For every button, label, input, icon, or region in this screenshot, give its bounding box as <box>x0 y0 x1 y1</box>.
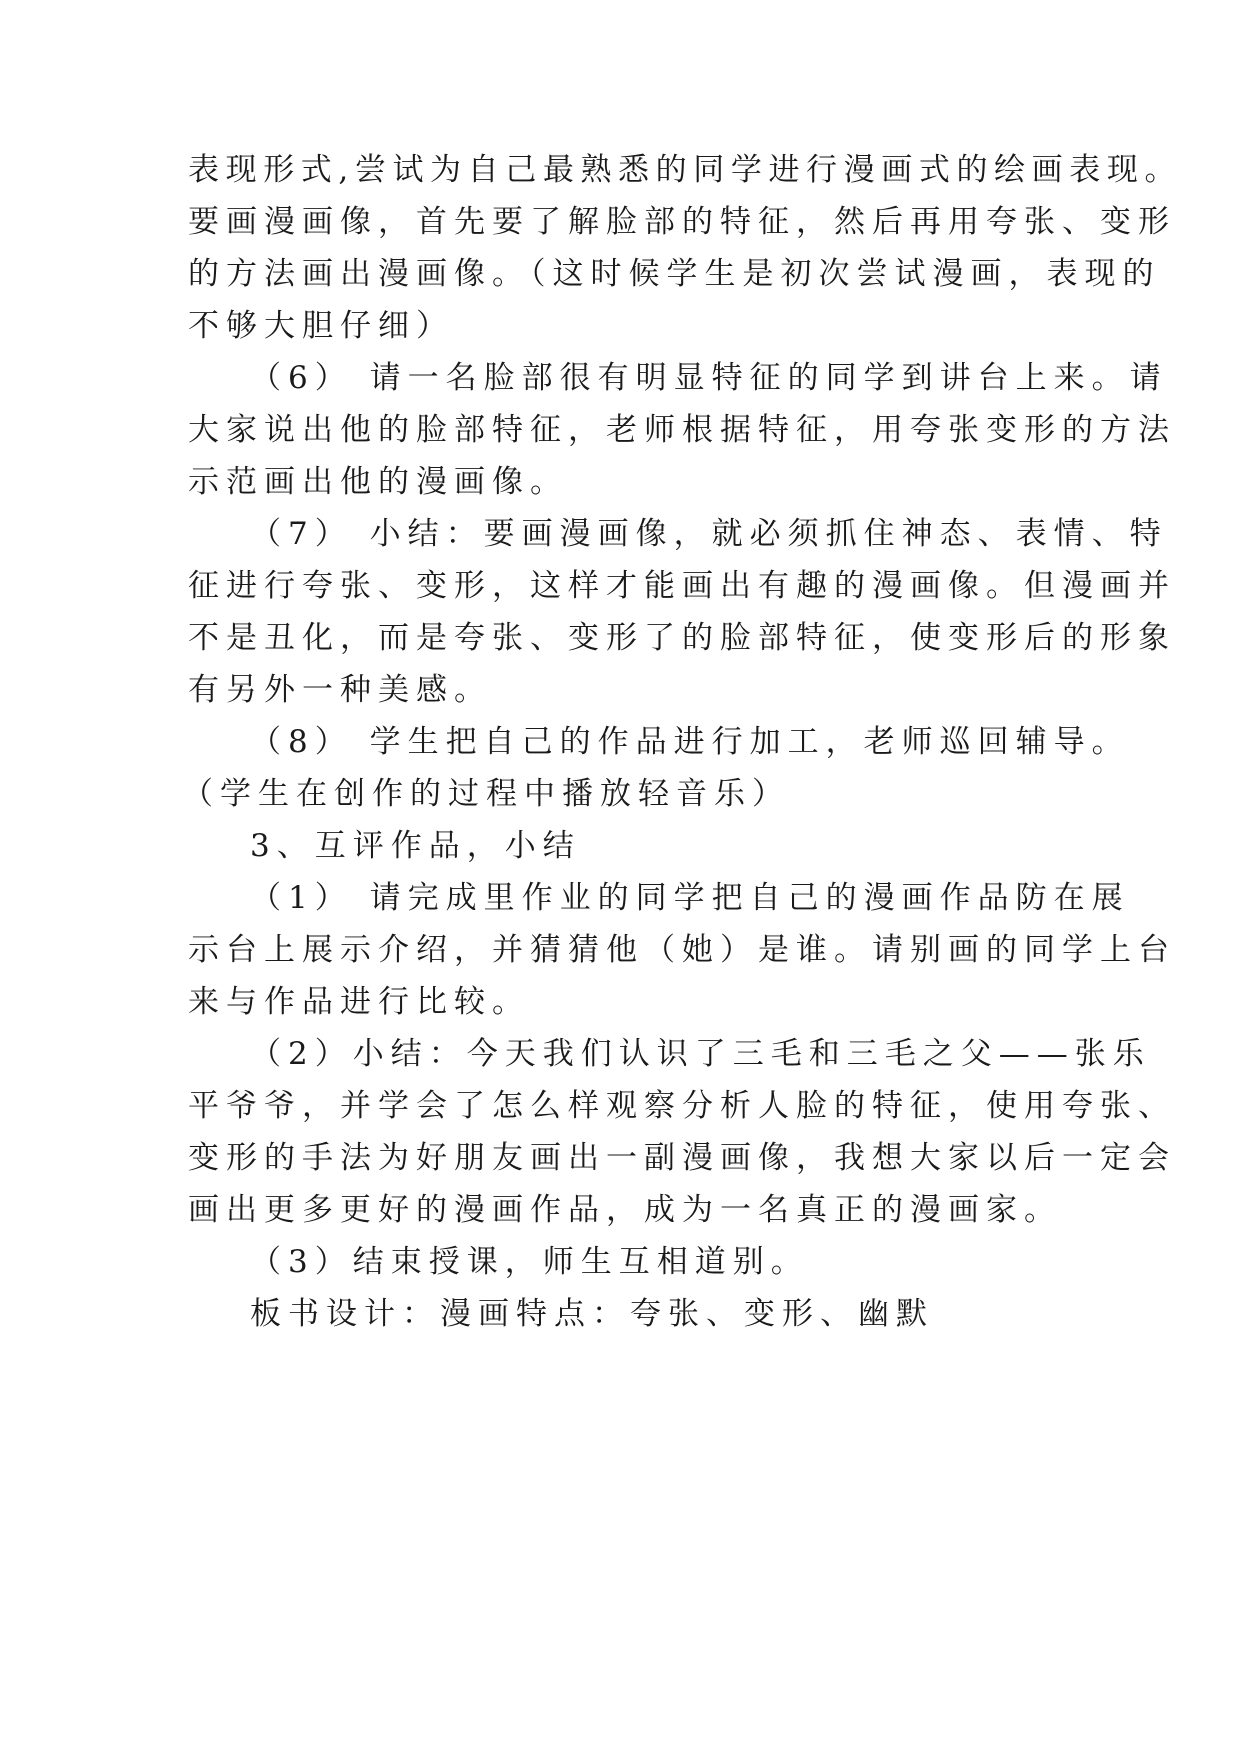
text-line: 示台上展示介绍，并猜猜他（她）是谁。请别画的同学上台 <box>188 932 1176 968</box>
text-line: （3）结束授课，师生互相道别。 <box>250 1244 809 1280</box>
text-line: 不是丑化，而是夸张、变形了的脸部特征，使变形后的形象 <box>188 620 1176 656</box>
text-line: 大家说出他的脸部特征，老师根据特征，用夸张变形的方法 <box>188 412 1176 448</box>
text-line: 画出更多更好的漫画作品，成为一名真正的漫画家。 <box>188 1192 1062 1228</box>
text-line: 示范画出他的漫画像。 <box>188 464 568 500</box>
text-line: 不够大胆仔细） <box>188 308 454 344</box>
text-line: 3、互评作品，小结 <box>250 828 581 864</box>
text-line: （1） 请完成里作业的同学把自己的漫画作品防在展 <box>250 880 1130 916</box>
text-line: 有另外一种美感。 <box>188 672 492 708</box>
text-line: 板书设计：漫画特点：夸张、变形、幽默 <box>250 1296 934 1332</box>
text-line: （6） 请一名脸部很有明显特征的同学到讲台上来。请 <box>250 360 1168 396</box>
text-line: 表现形式,尝试为自己最熟悉的同学进行漫画式的绘画表现。 <box>188 152 1183 188</box>
text-line: （7） 小结：要画漫画像，就必须抓住神态、表情、特 <box>250 516 1168 552</box>
text-line: 平爷爷，并学会了怎么样观察分析人脸的特征，使用夸张、 <box>188 1088 1176 1124</box>
text-line: （8） 学生把自己的作品进行加工，老师巡回辅导。 <box>250 724 1130 760</box>
text-line: 来与作品进行比较。 <box>188 984 530 1020</box>
text-line: 变形的手法为好朋友画出一副漫画像，我想大家以后一定会 <box>188 1140 1176 1176</box>
text-line: 要画漫画像，首先要了解脸部的特征，然后再用夸张、变形 <box>188 204 1176 240</box>
text-line: （2）小结：今天我们认识了三毛和三毛之父——张乐 <box>250 1036 1151 1072</box>
text-line: 征进行夸张、变形，这样才能画出有趣的漫画像。但漫画并 <box>188 568 1176 604</box>
text-line: 的方法画出漫画像。（这时候学生是初次尝试漫画，表现的 <box>188 256 1161 292</box>
text-line: （学生在创作的过程中播放轻音乐） <box>182 776 790 812</box>
